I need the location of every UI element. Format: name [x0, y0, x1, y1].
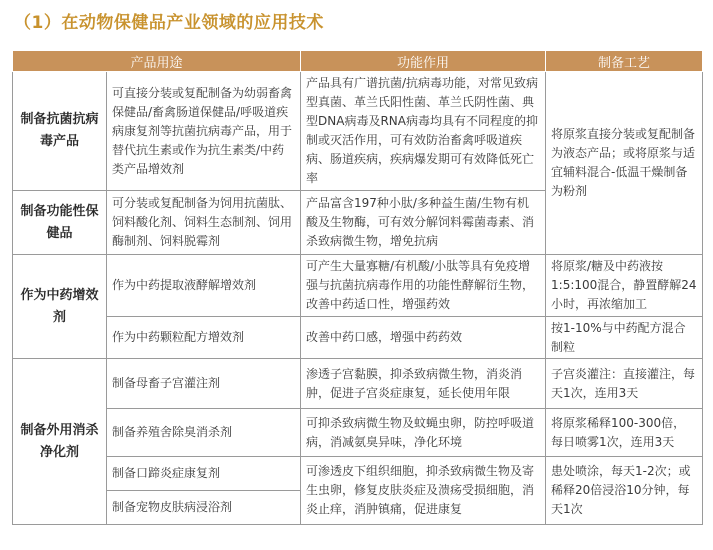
header-use: 产品用途	[13, 51, 301, 72]
header-function: 功能作用	[301, 51, 546, 72]
cell-use: 可直接分装或复配制备为幼弱畜禽保健品/畜禽肠道保健品/呼吸道疾病康复剂等抗菌抗病毒产品，用于替代抗生素或作为抗生素类/中药类产品增效剂	[107, 72, 301, 191]
cell-use: 作为中药颗粒配方增效剂	[107, 317, 301, 359]
table-row	[13, 457, 703, 491]
cell-process: 子宫炎灌注：直接灌注，每天1次，连用3天	[546, 359, 703, 409]
category-functional: 制备功能性保健品	[13, 191, 107, 255]
cell-process-shared: 将原浆直接分装或复配制备为液态产品；或将原浆与适宜辅料混合-低温干燥制备为粉剂	[546, 72, 703, 255]
application-table	[12, 50, 703, 525]
category-tcm: 作为中药增效剂	[13, 255, 107, 359]
cell-function: 产品具有广谱抗菌/抗病毒功能，对常见致病型真菌、革兰氏阳性菌、革兰氏阴性菌、典型DNA病毒及RNA病毒均具有不同程度的抑制或灭活作用，可有效防治畜禽呼吸道疾病、肠道疾病，疾病爆发期可有效降低死亡率	[301, 72, 546, 191]
table-row	[13, 409, 703, 457]
cell-use: 作为中药提取液酵解增效剂	[107, 255, 301, 317]
cell-use: 制备养殖舍除臭消杀剂	[107, 409, 301, 457]
table-header-row	[13, 51, 703, 72]
cell-function: 渗透子宫黏膜，抑杀致病微生物，消炎消肿，促进子宫炎症康复，延长使用年限	[301, 359, 546, 409]
category-antibacterial: 制备抗菌抗病毒产品	[13, 72, 107, 191]
cell-use: 可分装或复配制备为饲用抗菌肽、饲料酸化剂、饲料生态制剂、饲用酶制剂、饲料脱霉剂	[107, 191, 301, 255]
cell-function: 可渗透皮下组织细胞，抑杀致病微生物及寄生虫卵，修复皮肤炎症及溃疡受损细胞，消炎止痒，消肿镇痛，促进康复	[301, 457, 546, 525]
cell-function: 改善中药口感，增强中药药效	[301, 317, 546, 359]
cell-use: 制备口蹄炎症康复剂	[107, 457, 301, 491]
cell-process: 将原浆稀释100-300倍，每日喷雾1次，连用3天	[546, 409, 703, 457]
cell-function: 可抑杀致病微生物及蚊蝇虫卵，防控呼吸道病，消减氨臭异味，净化环境	[301, 409, 546, 457]
category-disinfect: 制备外用消杀净化剂	[13, 359, 107, 525]
table-row	[13, 72, 703, 191]
table-row	[13, 317, 703, 359]
table-row	[13, 359, 703, 409]
cell-process: 将原浆/糖及中药液按1:5:100混合，静置酵解24小时，再浓缩加工	[546, 255, 703, 317]
cell-process: 按1-10%与中药配方混合制粒	[546, 317, 703, 359]
cell-use: 制备母畜子宫灌注剂	[107, 359, 301, 409]
cell-process: 患处喷涂，每天1-2次；或稀释20倍浸浴10分钟，每天1次	[546, 457, 703, 525]
cell-function: 可产生大量寡糖/有机酸/小肽等具有免疫增强与抗菌抗病毒作用的功能性酵解衍生物，改善中药适口性，增强药效	[301, 255, 546, 317]
header-process: 制备工艺	[546, 51, 703, 72]
cell-use: 制备宠物皮肤病浸浴剂	[107, 491, 301, 525]
cell-function: 产品富含197种小肽/多种益生菌/生物有机酸及生物酶，可有效分解饲料霉菌毒素、消杀致病微生物，增免抗病	[301, 191, 546, 255]
section-title: （1）在动物保健品产业领域的应用技术	[14, 13, 324, 33]
table-row	[13, 255, 703, 317]
